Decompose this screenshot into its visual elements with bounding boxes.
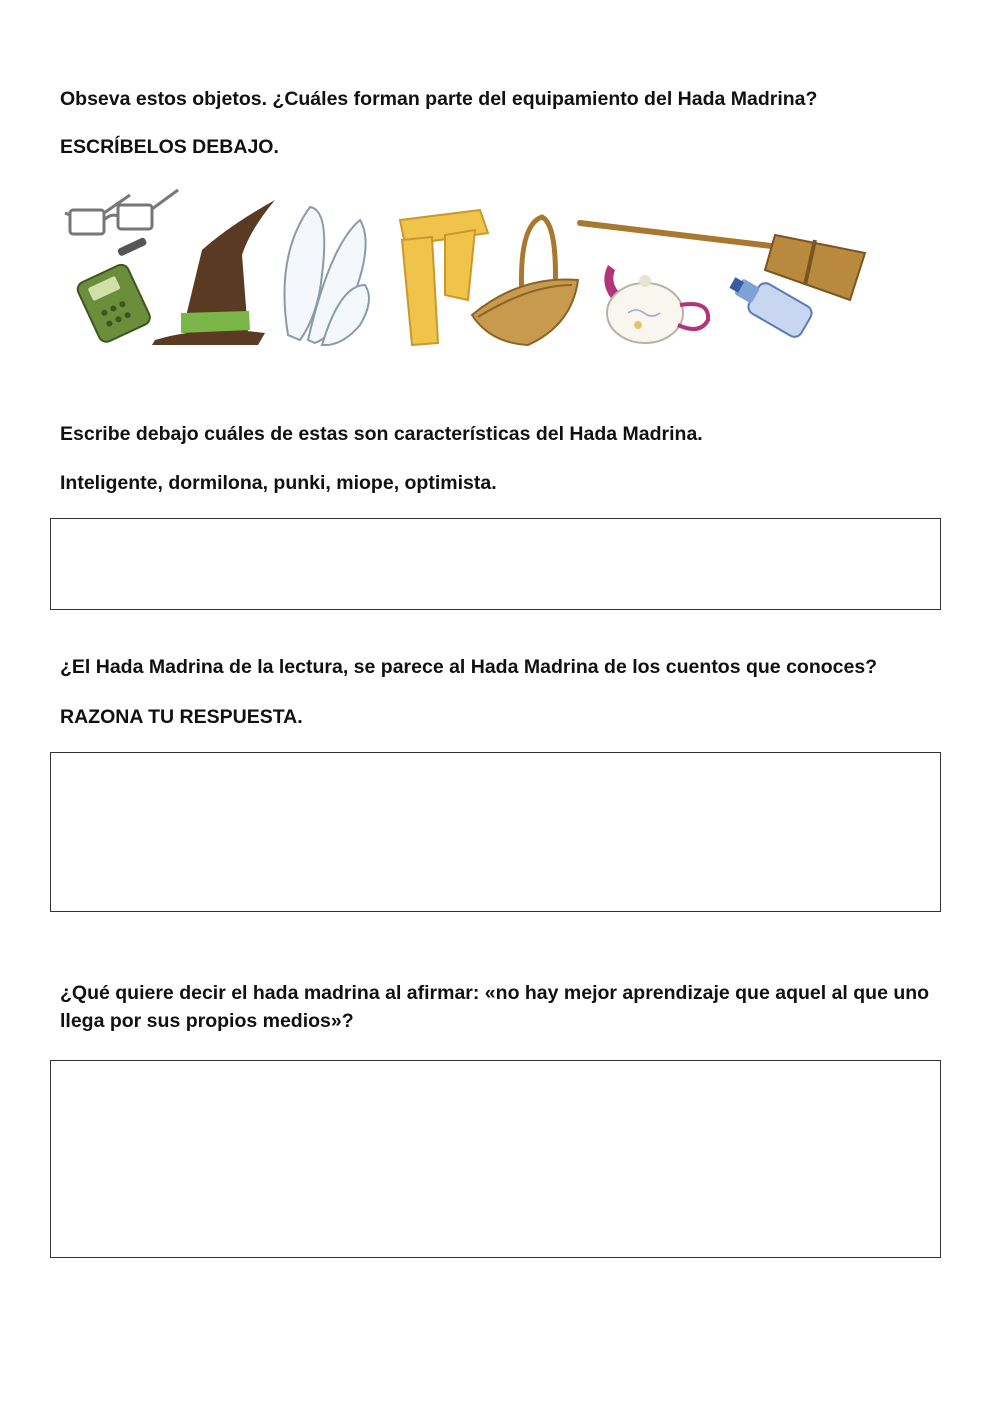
question-characteristics: Escribe debajo cuáles de estas son características del Hada Madrina. xyxy=(60,423,703,445)
answer-box-comparison[interactable] xyxy=(50,752,941,912)
basket-icon xyxy=(472,217,578,345)
glasses-icon xyxy=(65,190,178,234)
answer-box-characteristics[interactable] xyxy=(50,518,941,610)
teapot-icon xyxy=(604,265,708,343)
wings-icon xyxy=(284,207,369,345)
instruction-write-below: ESCRÍBELOS DEBAJO. xyxy=(60,136,279,158)
question-meaning: ¿Qué quiere decir el hada madrina al afirmar: «no hay mejor aprendizaje que aquel al que uno llega por sus propios medios»? xyxy=(60,982,930,1032)
instruction-reason: RAZONA TU RESPUESTA. xyxy=(60,706,303,728)
walkie-talkie-icon xyxy=(69,237,178,345)
scarf-icon xyxy=(400,210,488,345)
question-objects: Obseva estos objetos. ¿Cuáles forman parte del equipamiento del Hada Madrina? xyxy=(60,88,818,110)
characteristics-options: Inteligente, dormilona, punki, miope, optimista. xyxy=(60,472,497,494)
objects-illustration xyxy=(60,185,875,350)
answer-box-meaning[interactable] xyxy=(50,1060,941,1258)
question-comparison: ¿El Hada Madrina de la lectura, se parece al Hada Madrina de los cuentos que conoces? xyxy=(60,656,878,678)
witch-hat-icon xyxy=(152,200,275,345)
